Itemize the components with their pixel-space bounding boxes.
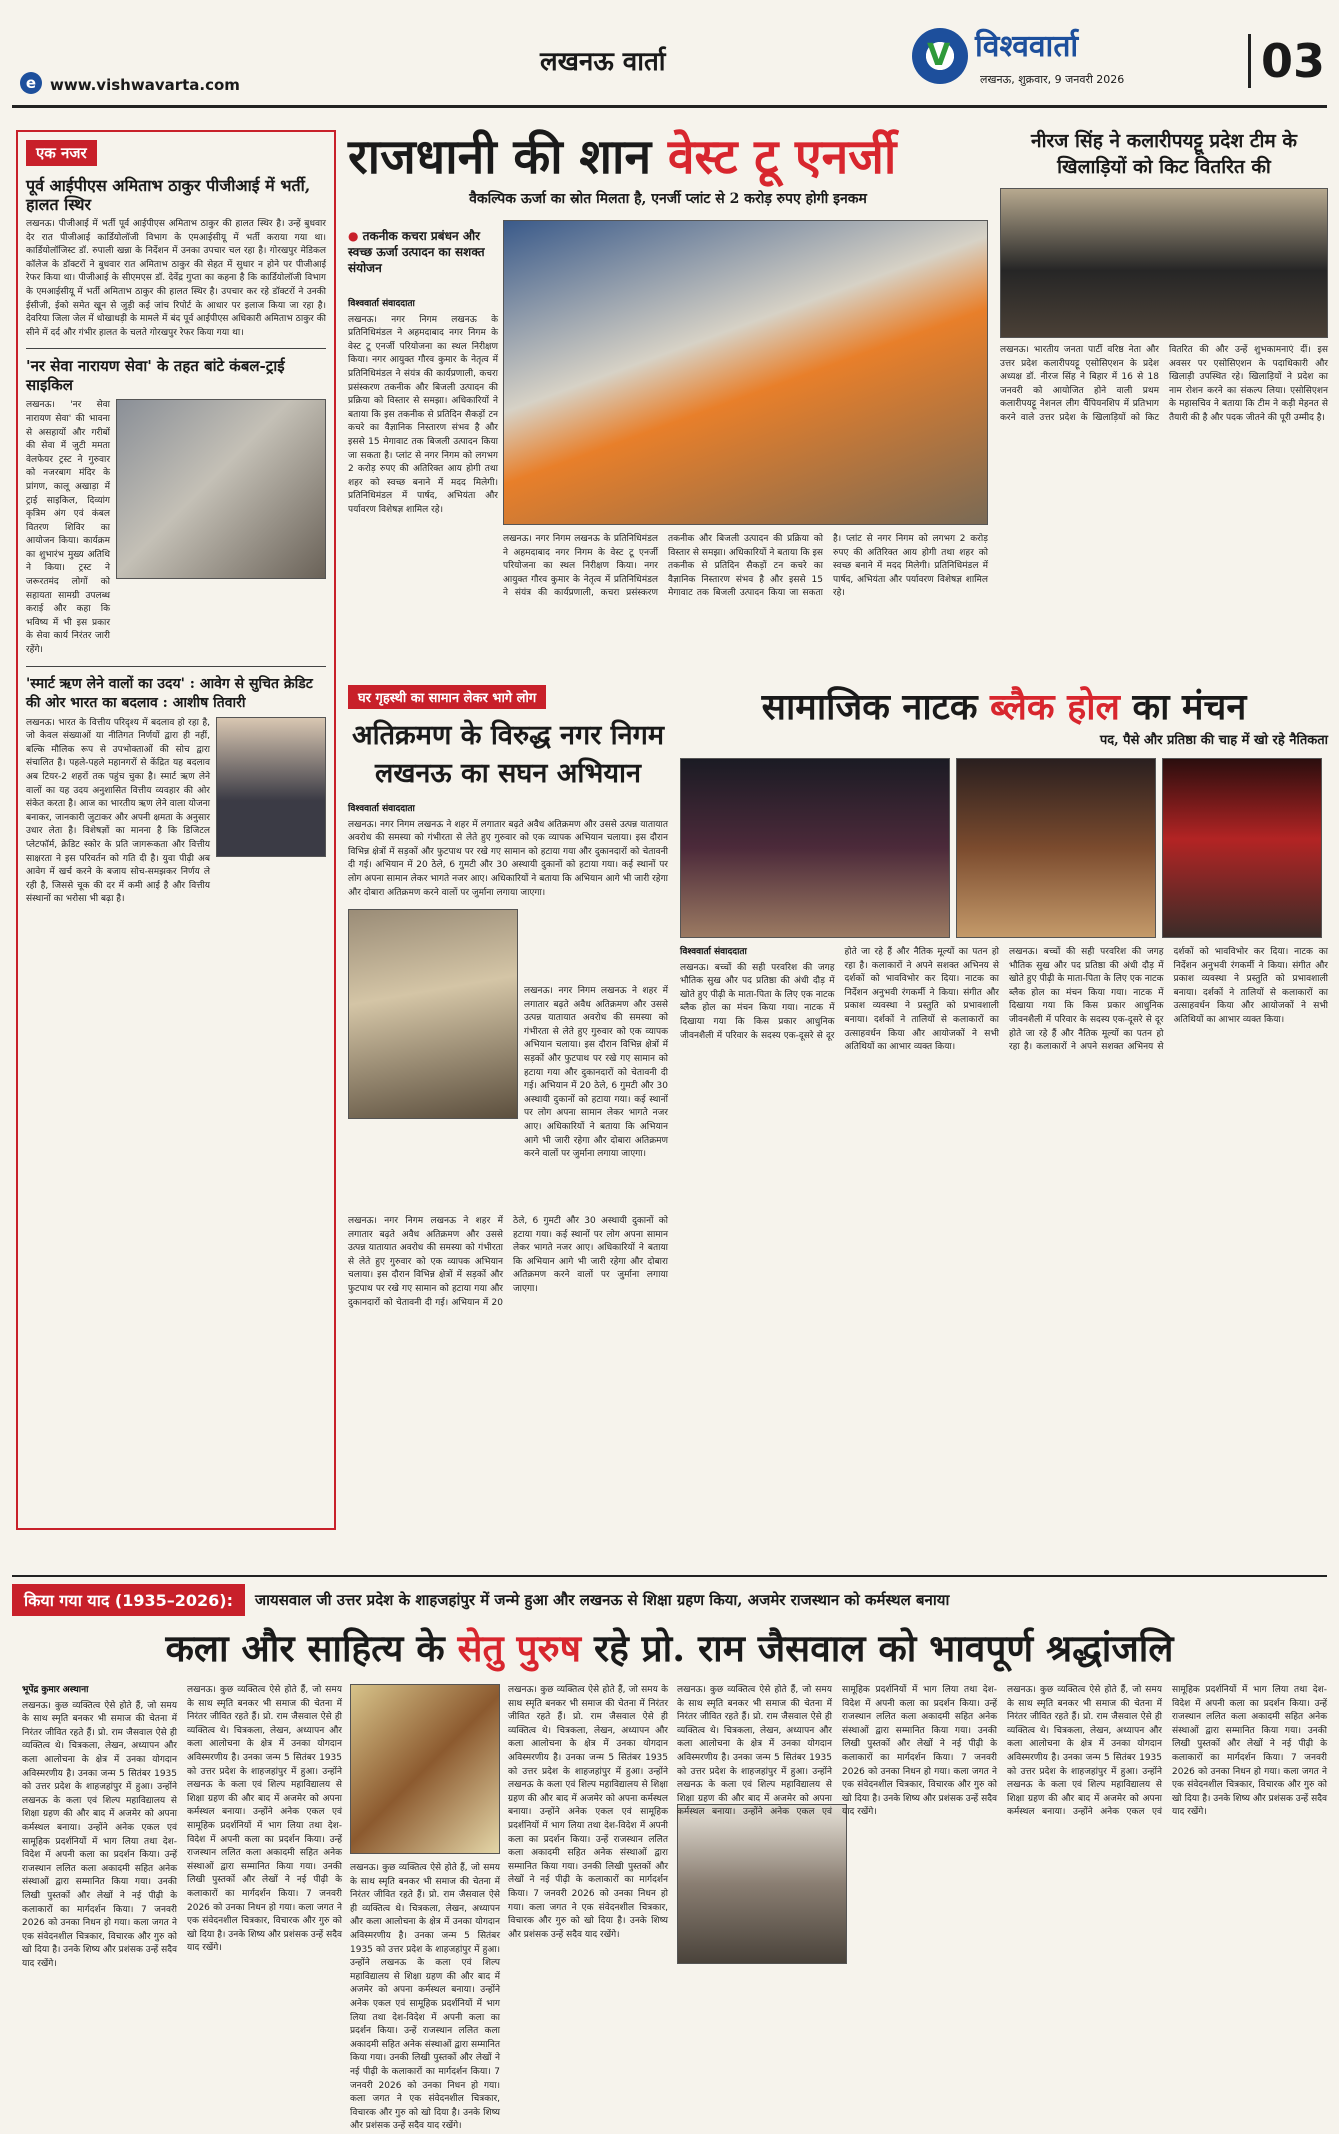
drama-story — [680, 685, 1328, 1545]
lead-text-bottom: लखनऊ। नगर निगम लखनऊ के प्रतिनिधिमंडल ने अहमदाबाद नगर निगम के वेस्ट टू एनर्जी परियोजना का स्थल निरीक्षण किया। नगर आयुक्त गौरव कुमार के नेतृत्व में प्रतिनिधिमंडल ने संयंत्र की कार्यप्रणाली, कचरा प्रसंस्करण तकनीक और बिजली उत्पादन की प्रक्रिया को विस्तार से समझा। अधिकारियों ने बताया कि इस तकनीक से प्रतिदिन सैकड़ों टन कचरे का वैज्ञानिक निस्तारण संभव है और इससे 15 मेगावाट तक बिजली उत्पादन किया जा सकता है। प्लांट से नगर निगम को लगभग 2 करोड़ रुपए की अतिरिक्त आय होगी तथा शहर को स्वच्छ बनाने में मदद मिलेगी। प्रतिनिधिमंडल में पार्षद, अभियंता और पर्यावरण विशेषज्ञ शामिल रहे। — [503, 534, 988, 599]
tribute-painting — [350, 1684, 500, 1854]
drama-photo-2 — [956, 758, 1156, 938]
tribute-body-right: लखनऊ। कुछ व्यक्तित्व ऐसे होते हैं, जो समय के साथ स्मृति बनकर भी समाज की चेतना में निरंतर जीवित रहते हैं। प्रो. राम जैसवाल ऐसे ही व्यक्तित्व थे। चित्रकला, लेखन, अध्यापन और कला आलोचना के क्षेत्र में उनका योगदान अविस्मरणीय है। उनका जन्म 5 सितंबर 1935 को उत्तर प्रदेश के शाहजहांपुर में हुआ। उन्होंने लखनऊ के कला एवं शिल्प महाविद्यालय से शिक्षा ग्रहण की और बाद में अजमेर को अपना कर्मस्थल बनाया। उन्होंने अनेक एकल एवं सामूहिक प्रदर्शनियों में भाग लिया तथा देश-विदेश में अपनी कला का प्रदर्शन किया। उन्हें राजस्थान ललित कला अकादमी सहित अनेक संस्थाओं द्वारा सम्मानित किया गया। उनकी लिखी पुस्तकों और लेखों ने नई पीढ़ी के कलाकारों का मार्गदर्शन किया। 7 जनवरी 2026 को उनका निधन हो गया। कला जगत ने एक संवेदनशील चित्रकार, विचारक और गुरु को खो दिया है। उनके शिष्य और प्रशंसक उन्हें सदैव याद रखेंगे। — [677, 1685, 997, 1818]
encroach-story — [348, 685, 668, 1545]
drama-text — [680, 946, 1328, 1416]
drama-byline: विश्ववार्ता संवाददाता — [680, 947, 747, 957]
story2-photo — [116, 399, 326, 579]
encroach-byline: विश्ववार्ता संवाददाता — [348, 804, 415, 814]
drama-deck: पद, पैसे और प्रतिष्ठा की चाह में खो रहे नैतिकता — [1099, 733, 1328, 748]
site-url[interactable]: www.vishwavarta.com — [50, 76, 240, 94]
encroach-photo — [348, 909, 518, 1119]
tribute-headline-a: कला और साहित्य के — [165, 1626, 458, 1670]
drama-headline — [680, 685, 1328, 729]
tribute-strap: जायसवाल जी उत्तर प्रदेश के शाहजहांपुर में जन्मे हुआ और लखनऊ से शिक्षा ग्रहण किया, अजमेर राजस्थान को कर्मस्थल बनाया — [255, 1590, 950, 1609]
drama-body: लखनऊ। बच्चों की सही परवरिश की जगह भौतिक सुख और पद प्रतिष्ठा की अंधी दौड़ में खोते हुए पीढ़ी के माता-पिता के लिए एक नाटक ब्लैक होल का मंचन किया गया। नाटक में दिखाया गया कि किस प्रकार आधुनिक जीवनशैली में परिवार के सदस्य एक-दूसरे से दूर होते जा रहे हैं और नैतिक मूल्यों का पतन हो रहा है। कलाकारों ने अपने सशक्त अभिनय से दर्शकों को भावविभोर कर दिया। नाटक का निर्देशन अनुभवी रंगकर्मी ने किया। संगीत और प्रकाश व्यवस्था ने प्रस्तुति को प्रभावशाली बनाया। दर्शकों ने तालियों से कलाकारों का उत्साहवर्धन किया और आयोजकों ने सभी अतिथियों का आभार व्यक्त किया। — [680, 947, 999, 1053]
tribute-text-left — [22, 1684, 342, 2079]
drama-headline-b: ब्लैक होल — [990, 686, 1120, 728]
sports-story — [1000, 128, 1328, 668]
tribute-byline: भूपेंद्र कुमार अस्थाना — [22, 1685, 89, 1695]
tribute-body: लखनऊ। कुछ व्यक्तित्व ऐसे होते हैं, जो समय के साथ स्मृति बनकर भी समाज की चेतना में निरंतर जीवित रहते हैं। प्रो. राम जैसवाल ऐसे ही व्यक्तित्व थे। चित्रकला, लेखन, अध्यापन और कला आलोचना के क्षेत्र में उनका योगदान अविस्मरणीय है। उनका जन्म 5 सितंबर 1935 को उत्तर प्रदेश के शाहजहांपुर में हुआ। उन्होंने लखनऊ के कला एवं शिल्प महाविद्यालय से शिक्षा ग्रहण की और बाद में अजमेर को अपना कर्मस्थल बनाया। उन्होंने अनेक एकल एवं सामूहिक प्रदर्शनियों में भाग लिया तथा देश-विदेश में अपनी कला का प्रदर्शन किया। उन्हें राजस्थान ललित कला अकादमी सहित अनेक संस्थाओं द्वारा सम्मानित किया गया। उनकी लिखी पुस्तकों और लेखों ने नई पीढ़ी के कलाकारों का मार्गदर्शन किया। 7 जनवरी 2026 को उनका निधन हो गया। कला जगत ने एक संवेदनशील चित्रकार, विचारक और गुरु को खो दिया है। उनके शिष्य और प्रशंसक उन्हें सदैव याद रखेंगे। — [22, 1700, 177, 1969]
sports-photo — [1000, 188, 1328, 338]
lead-photo — [503, 220, 988, 525]
lead-headline — [348, 128, 988, 186]
paper-name: विश्ववार्ता — [975, 29, 1079, 64]
lead-deck: वैकल्पिक ऊर्जा का स्रोत मिलता है, एनर्जी प्लांट से 2 करोड़ रुपए होगी इनकम — [469, 191, 867, 207]
brand-logo-icon: V — [912, 28, 968, 84]
encroach-text-top — [348, 803, 668, 903]
story3-text: लखनऊ। भारत के वित्तीय परिदृश्य में बदलाव हो रहा है, जो केवल संख्याओं या नीतिगत निर्णयों द्वारा ही नहीं, बल्कि मौलिक रूप से उपभोक्ताओं की सोच द्वारा संचालित है। पहले-पहले महानगरों से केंद्रित यह बदलाव अब टियर-2 शहरों तक पहुंच चुका है। स्मार्ट ऋण लेने वालों का यह उदय अनुशासित वित्तीय व्यवहार की ओर संकेत करता है। आज का भारतीय ऋण लेने वाला योजना बनाकर, जानकारी जुटाकर और अपनी क्षमता के अनुसार उधार लेता है। विशेषज्ञों का मानना है कि डिजिटल प्लेटफॉर्म, क्रेडिट स्कोर के प्रति जागरूकता और वित्तीय साक्षरता ने इस परिवर्तन को गति दी है। युवा पीढ़ी अब आवेग में खर्च करने के बजाय सोच-समझकर निर्णय ले रही है, जिससे चूक की दर में कमी आई है और वित्तीय संस्थानों का भरोसा भी बढ़ा है। — [26, 717, 210, 905]
tribute-text-right — [677, 1684, 1327, 2079]
lead-callout-text: तकनीक कचरा प्रबंधन और स्वच्छ ऊर्जा उत्पादन का सशक्त संयोजन — [348, 229, 485, 275]
lead-body: लखनऊ। नगर निगम लखनऊ के प्रतिनिधिमंडल ने अहमदाबाद नगर निगम के वेस्ट टू एनर्जी परियोजना का स्थल निरीक्षण किया। नगर आयुक्त गौरव कुमार के नेतृत्व में प्रतिनिधिमंडल ने संयंत्र की कार्यप्रणाली, कचरा प्रसंस्करण तकनीक और बिजली उत्पादन की प्रक्रिया को विस्तार से समझा। अधिकारियों ने बताया कि इस तकनीक से प्रतिदिन सैकड़ों टन कचरे का वैज्ञानिक निस्तारण संभव है और इससे 15 मेगावाट तक बिजली उत्पादन किया जा सकता है। प्लांट से नगर निगम को लगभग 2 करोड़ रुपए की अतिरिक्त आय होगी तथा शहर को स्वच्छ बनाने में मदद मिलेगी। प्रतिनिधिमंडल में पार्षद, अभियंता और पर्यावरण विशेषज्ञ शामिल रहे। — [348, 314, 498, 515]
masthead-rule — [12, 105, 1327, 108]
tribute-headline — [12, 1622, 1327, 1674]
story1-head: पूर्व आईपीएस अमिताभ ठाकुर पीजीआई में भर्ती, हालत स्थिर — [26, 176, 311, 214]
masthead — [0, 0, 1339, 110]
sports-text: लखनऊ। भारतीय जनता पार्टी वरिष्ठ नेता और उत्तर प्रदेश कलारीपयट्टू एसोसिएशन के प्रदेश अध्यक्ष डॉ. नीरज सिंह ने बिहार में 16 से 18 जनवरी को आयोजित होने वाली प्रथम कलारीपयट्टू नेशनल लीग चैंपियनशिप में प्रतिभाग करने वाले उत्तर प्रदेश के खिलाड़ियों को किट वितरित की और उन्हें शुभकामनाएं दीं। इस अवसर पर एसोसिएशन के पदाधिकारी और खिलाड़ी उपस्थित रहे। खिलाड़ियों ने प्रदेश का नाम रोशन करने का संकल्प लिया। एसोसिएशन के महासचिव ने बताया कि टीम ने कड़ी मेहनत से तैयारी की है और पदक जीतने की पूरी उम्मीद है। — [1000, 345, 1328, 423]
lead-headline-a: राजधानी की शान — [348, 129, 668, 185]
tribute-body-cont: लखनऊ। कुछ व्यक्तित्व ऐसे होते हैं, जो समय के साथ स्मृति बनकर भी समाज की चेतना में निरंतर जीवित रहते हैं। प्रो. राम जैसवाल ऐसे ही व्यक्तित्व थे। चित्रकला, लेखन, अध्यापन और कला आलोचना के क्षेत्र में उनका योगदान अविस्मरणीय है। उनका जन्म 5 सितंबर 1935 को उत्तर प्रदेश के शाहजहांपुर में हुआ। उन्होंने लखनऊ के कला एवं शिल्प महाविद्यालय से शिक्षा ग्रहण की और बाद में अजमेर को अपना कर्मस्थल बनाया। उन्होंने अनेक एकल एवं सामूहिक प्रदर्शनियों में भाग लिया तथा देश-विदेश में अपनी कला का प्रदर्शन किया। उन्हें राजस्थान ललित कला अकादमी सहित अनेक संस्थाओं द्वारा सम्मानित किया गया। उनकी लिखी पुस्तकों और लेखों ने नई पीढ़ी के कलाकारों का मार्गदर्शन किया। 7 जनवरी 2026 को उनका निधन हो गया। कला जगत ने एक संवेदनशील चित्रकार, विचारक और गुरु को खो दिया है। उनके शिष्य और प्रशंसक उन्हें सदैव याद रखेंगे। — [187, 1685, 342, 1954]
lead-story — [348, 128, 988, 668]
dateline: लखनऊ, शुक्रवार, 9 जनवरी 2026 — [980, 73, 1125, 86]
drama-body-cont: लखनऊ। बच्चों की सही परवरिश की जगह भौतिक सुख और पद प्रतिष्ठा की अंधी दौड़ में खोते हुए पीढ़ी के माता-पिता के लिए एक नाटक ब्लैक होल का मंचन किया गया। नाटक में दिखाया गया कि किस प्रकार आधुनिक जीवनशैली में परिवार के सदस्य एक-दूसरे से दूर होते जा रहे हैं और नैतिक मूल्यों का पतन हो रहा है। कलाकारों ने अपने सशक्त अभिनय से दर्शकों को भावविभोर कर दिया। नाटक का निर्देशन अनुभवी रंगकर्मी ने किया। संगीत और प्रकाश व्यवस्था ने प्रस्तुति को प्रभावशाली बनाया। दर्शकों ने तालियों से कलाकारों का उत्साहवर्धन किया और आयोजकों ने सभी अतिथियों का आभार व्यक्त किया। — [1009, 947, 1328, 1053]
drama-headline-a: सामाजिक नाटक — [761, 686, 990, 728]
story2-text: लखनऊ। 'नर सेवा नारायण सेवा' की भावना से असहायों और गरीबों की सेवा में जुटी ममता वेलफेयर ट्रस्ट ने गुरुवार को नजरबाग मंदिर के प्रांगण, कालू अखाड़ा में ट्राई साइकिल, दिव्यांग कृत्रिम अंग एवं कंबल वितरण शिविर का आयोजन किया। कार्यक्रम का शुभारंभ मुख्य अतिथि ने किया। ट्रस्ट ने जरूरतमंद लोगों को सहायता सामग्री उपलब्ध कराई और कहा कि भविष्य में भी इस प्रकार के सेवा कार्य निरंतर जारी रहेंगे। — [26, 400, 110, 656]
lead-byline: विश्ववार्ता संवाददाता — [348, 299, 415, 309]
sports-headline: नीरज सिंह ने कलारीपयट्टू प्रदेश टीम के खिलाड़ियों को किट वितरित की — [1031, 130, 1297, 178]
tribute-rule — [12, 1575, 1327, 1577]
left-column — [16, 130, 336, 1530]
page-number: 03 — [1248, 34, 1325, 88]
drama-photo-1 — [680, 758, 950, 938]
tribute-headline-c: रहे प्रो. राम जैसवाल को भावपूर्ण श्रद्धांजलि — [581, 1626, 1174, 1670]
lead-headline-b: वेस्ट टू एनर्जी — [667, 129, 897, 185]
encroach-text-bottom: लखनऊ। नगर निगम लखनऊ ने शहर में लगातार बढ़ते अवैध अतिक्रमण और उससे उत्पन्न यातायात अवरोध की समस्या को गंभीरता से लेते हुए गुरुवार को एक व्यापक अभियान चलाया। इस दौरान विभिन्न क्षेत्रों में सड़कों और फुटपाथ पर रखे गए सामान को हटाया गया और दुकानदारों को चेतावनी दी गई। अभियान में 20 ठेले, 6 गुमटी और 30 अस्थायी दुकानों को हटाया गया। कई स्थानों पर लोग अपना सामान लेकर भागते नजर आए। अधिकारियों ने बताया कि अभियान आगे भी जारी रहेगा और दोबारा अतिक्रमण करने वालों पर जुर्माना लगाया जाएगा। — [348, 1216, 668, 1308]
drama-headline-c: का मंचन — [1119, 686, 1247, 728]
site-logo-icon: e — [20, 72, 42, 94]
encroach-text-side: लखनऊ। नगर निगम लखनऊ ने शहर में लगातार बढ़ते अवैध अतिक्रमण और उससे उत्पन्न यातायात अवरोध की समस्या को गंभीरता से लेते हुए गुरुवार को एक व्यापक अभियान चलाया। इस दौरान विभिन्न क्षेत्रों में सड़कों और फुटपाथ पर रखे गए सामान को हटाया गया और दुकानदारों को चेतावनी दी गई। अभियान में 20 ठेले, 6 गुमटी और 30 अस्थायी दुकानों को हटाया गया। कई स्थानों पर लोग अपना सामान लेकर भागते नजर आए। अधिकारियों ने बताया कि अभियान आगे भी जारी रहेगा और दोबारा अतिक्रमण करने वालों पर जुर्माना लगाया जाएगा। — [524, 986, 668, 1160]
tribute-headline-b: सेतु पुरुष — [457, 1626, 582, 1670]
section-title: लखनऊ वार्ता — [540, 47, 666, 77]
tribute-tag: किया गया याद (1935–2026): — [12, 1584, 245, 1616]
encroach-headline: अतिक्रमण के विरुद्ध नगर निगम लखनऊ का सघन अभियान — [351, 720, 665, 789]
tribute-text-mid: लखनऊ। कुछ व्यक्तित्व ऐसे होते हैं, जो समय के साथ स्मृति बनकर भी समाज की चेतना में निरंतर जीवित रहते हैं। प्रो. राम जैसवाल ऐसे ही व्यक्तित्व थे। चित्रकला, लेखन, अध्यापन और कला आलोचना के क्षेत्र में उनका योगदान अविस्मरणीय है। उनका जन्म 5 सितंबर 1935 को उत्तर प्रदेश के शाहजहांपुर में हुआ। उन्होंने लखनऊ के कला एवं शिल्प महाविद्यालय से शिक्षा ग्रहण की और बाद में अजमेर को अपना कर्मस्थल बनाया। उन्होंने अनेक एकल एवं सामूहिक प्रदर्शनियों में भाग लिया तथा देश-विदेश में अपनी कला का प्रदर्शन किया। उन्हें राजस्थान ललित कला अकादमी सहित अनेक संस्थाओं द्वारा सम्मानित किया गया। उनकी लिखी पुस्तकों और लेखों ने नई पीढ़ी के कलाकारों का मार्गदर्शन किया। 7 जनवरी 2026 को उनका निधन हो गया। कला जगत ने एक संवेदनशील चित्रकार, विचारक और गुरु को खो दिया है। उनके शिष्य और प्रशंसक उन्हें सदैव याद रखेंगे। — [350, 1863, 500, 2132]
tribute-body-right-cont: लखनऊ। कुछ व्यक्तित्व ऐसे होते हैं, जो समय के साथ स्मृति बनकर भी समाज की चेतना में निरंतर जीवित रहते हैं। प्रो. राम जैसवाल ऐसे ही व्यक्तित्व थे। चित्रकला, लेखन, अध्यापन और कला आलोचना के क्षेत्र में उनका योगदान अविस्मरणीय है। उनका जन्म 5 सितंबर 1935 को उत्तर प्रदेश के शाहजहांपुर में हुआ। उन्होंने लखनऊ के कला एवं शिल्प महाविद्यालय से शिक्षा ग्रहण की और बाद में अजमेर को अपना कर्मस्थल बनाया। उन्होंने अनेक एकल एवं सामूहिक प्रदर्शनियों में भाग लिया तथा देश-विदेश में अपनी कला का प्रदर्शन किया। उन्हें राजस्थान ललित कला अकादमी सहित अनेक संस्थाओं द्वारा सम्मानित किया गया। उनकी लिखी पुस्तकों और लेखों ने नई पीढ़ी के कलाकारों का मार्गदर्शन किया। 7 जनवरी 2026 को उनका निधन हो गया। कला जगत ने एक संवेदनशील चित्रकार, विचारक और गुरु को खो दिया है। उनके शिष्य और प्रशंसक उन्हें सदैव याद रखेंगे। — [1007, 1685, 1327, 1818]
tribute-text-col3: लखनऊ। कुछ व्यक्तित्व ऐसे होते हैं, जो समय के साथ स्मृति बनकर भी समाज की चेतना में निरंतर जीवित रहते हैं। प्रो. राम जैसवाल ऐसे ही व्यक्तित्व थे। चित्रकला, लेखन, अध्यापन और कला आलोचना के क्षेत्र में उनका योगदान अविस्मरणीय है। उनका जन्म 5 सितंबर 1935 को उत्तर प्रदेश के शाहजहांपुर में हुआ। उन्होंने लखनऊ के कला एवं शिल्प महाविद्यालय से शिक्षा ग्रहण की और बाद में अजमेर को अपना कर्मस्थल बनाया। उन्होंने अनेक एकल एवं सामूहिक प्रदर्शनियों में भाग लिया तथा देश-विदेश में अपनी कला का प्रदर्शन किया। उन्हें राजस्थान ललित कला अकादमी सहित अनेक संस्थाओं द्वारा सम्मानित किया गया। उनकी लिखी पुस्तकों और लेखों ने नई पीढ़ी के कलाकारों का मार्गदर्शन किया। 7 जनवरी 2026 को उनका निधन हो गया। कला जगत ने एक संवेदनशील चित्रकार, विचारक और गुरु को खो दिया है। उनके शिष्य और प्रशंसक उन्हें सदैव याद रखेंगे। — [508, 1685, 668, 1940]
ek-nazar-tag: एक नजर — [26, 140, 97, 166]
encroach-body: लखनऊ। नगर निगम लखनऊ ने शहर में लगातार बढ़ते अवैध अतिक्रमण और उससे उत्पन्न यातायात अवरोध की समस्या को गंभीरता से लेते हुए गुरुवार को एक व्यापक अभियान चलाया। इस दौरान विभिन्न क्षेत्रों में सड़कों और फुटपाथ पर रखे गए सामान को हटाया गया और दुकानदारों को चेतावनी दी गई। अभियान में 20 ठेले, 6 गुमटी और 30 अस्थायी दुकानों को हटाया गया। कई स्थानों पर लोग अपना सामान लेकर भागते नजर आए। अधिकारियों ने बताया कि अभियान आगे भी जारी रहेगा और दोबारा अतिक्रमण करने वालों पर जुर्माना लगाया जाएगा। — [348, 819, 668, 898]
drama-photo-3 — [1162, 758, 1322, 938]
story3-head: 'स्मार्ट ऋण लेने वालों का उदय' : आवेग से सुचित क्रेडिट की ओर भारत का बदलाव : आशीष तिवारी — [26, 675, 313, 711]
story2-head: 'नर सेवा नारायण सेवा' के तहत बांटे कंबल-ट्राई साइकिल — [26, 357, 285, 395]
portrait-photo — [216, 717, 326, 857]
story1-text: लखनऊ। पीजीआई में भर्ती पूर्व आईपीएस अमिताभ ठाकुर की हालत स्थिर है। उन्हें बुधवार देर रात पीजीआई कार्डियोलॉजी विभाग के एमआईसीयू में भर्ती कराया गया था। कार्डियोलॉजिस्ट डॉ. रुपाली खन्ना के निर्देशन में उनका उपचार चल रहा है। गोरखपुर मेडिकल कॉलेज के डॉक्टरों ने बुधवार रात अमिताभ ठाकुर की सेहत में सुधार न होने पर पीजीआई रेफर किया था। पीजीआई के सीएमएस डॉ. देवेंद्र गुप्ता का कहना है कि कार्डियोलॉजी विभाग के एमआईसीयू में भर्ती अमिताभ ठाकुर की हालत स्थिर है। उपचार कर रहे डॉक्टरों ने उनकी ईसीजी, ईको समेत खून से जुड़ी कई जांच रिपोर्ट के आधार पर इलाज किया जा रहा है। देवरिया जिला जेल में धोखाधड़ी के मामले में बंद पूर्व आईपीएस अधिकारी अमिताभ ठाकुर की सीने में दर्द और गंभीर हालत के चलते गोरखपुर रेफर किया गया था। — [26, 219, 326, 338]
tribute-story — [12, 1584, 1327, 2132]
lead-text-col1 — [348, 298, 498, 668]
lead-callout: ● तकनीक कचरा प्रबंधन और स्वच्छ ऊर्जा उत्पादन का सशक्त संयोजन — [348, 229, 485, 275]
encroach-kicker: घर गृहस्थी का सामान लेकर भागे लोग — [348, 685, 546, 709]
